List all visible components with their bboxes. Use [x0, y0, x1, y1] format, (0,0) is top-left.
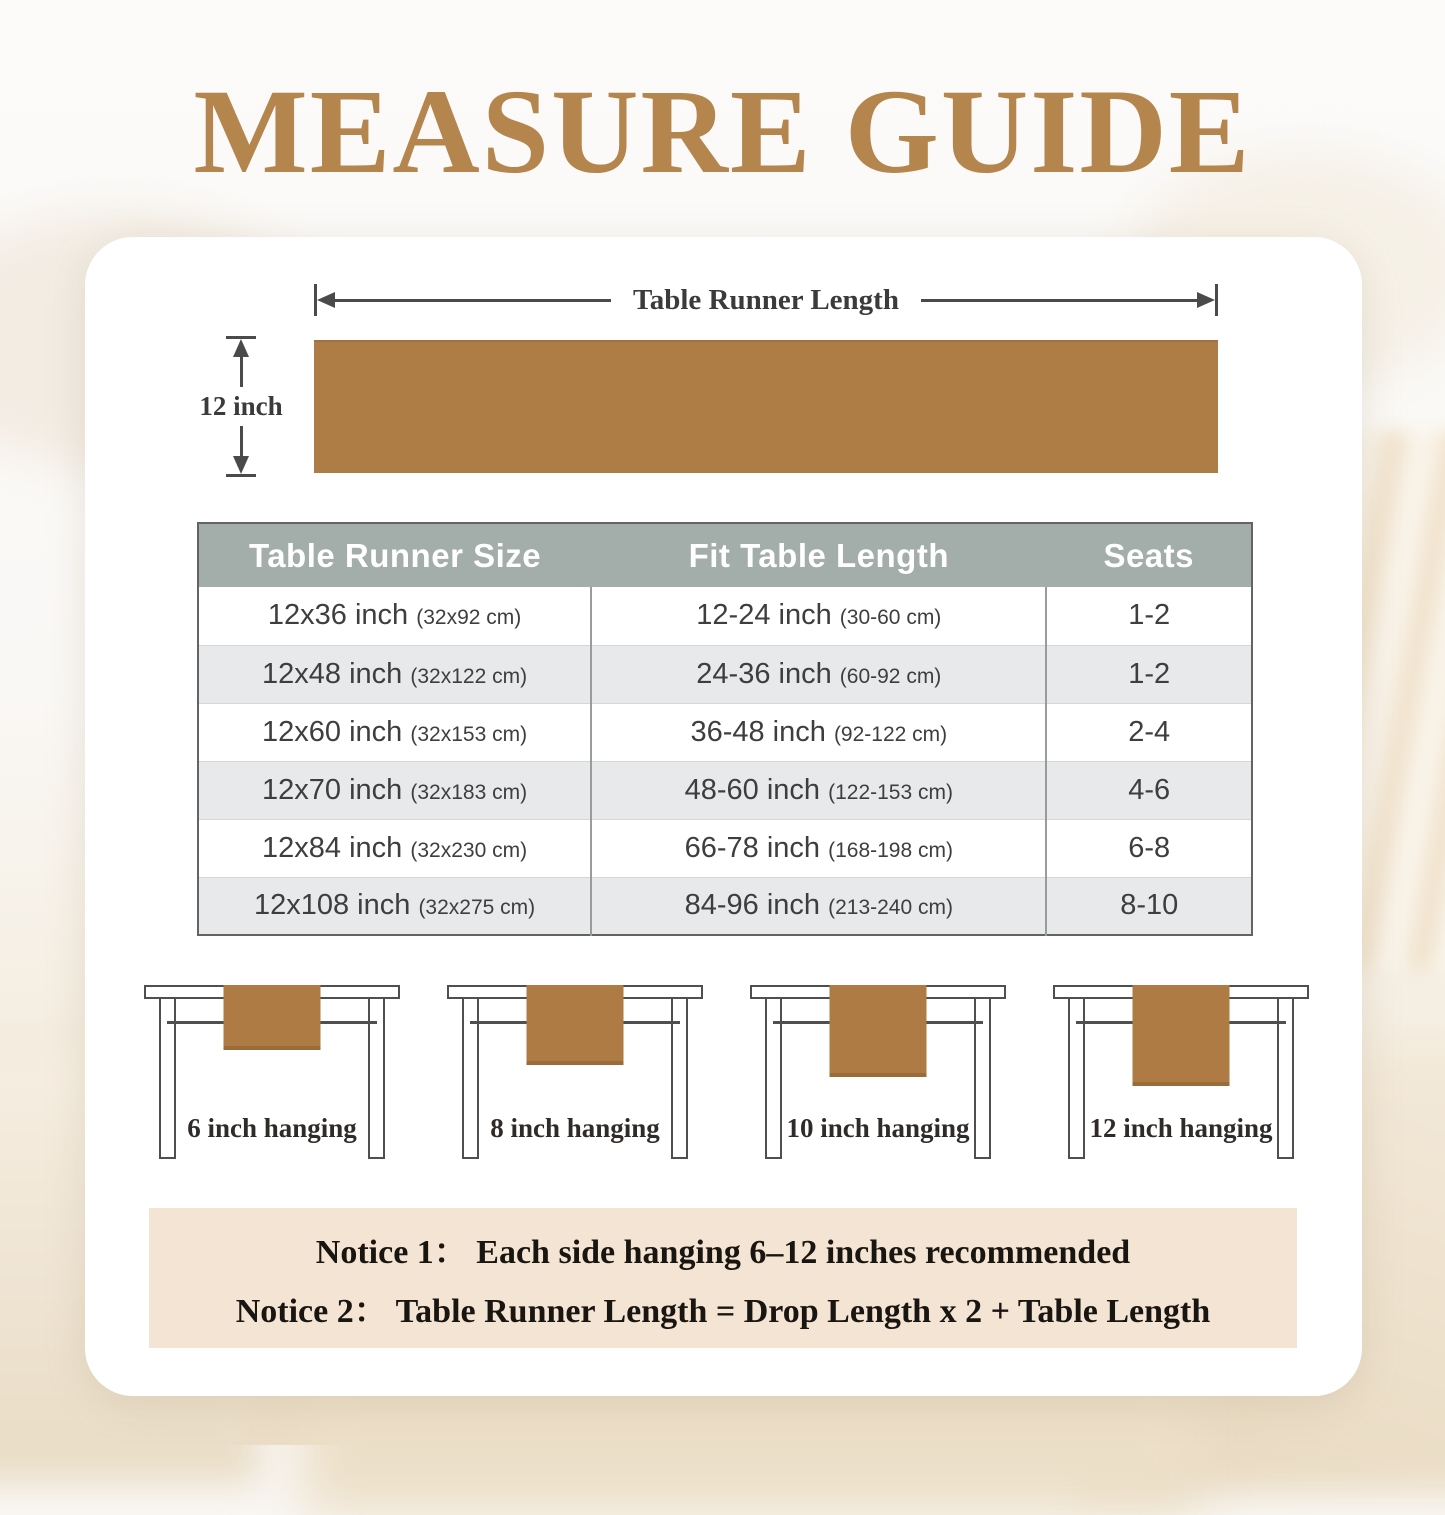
- fit-length: 48-60 inch: [684, 773, 821, 806]
- fit-length-cm: (122-153 cm): [828, 780, 953, 804]
- seats: 1-2: [1046, 587, 1252, 645]
- seats: 8-10: [1046, 877, 1252, 935]
- table-header-row: [198, 523, 1252, 587]
- fit-length: 66-78 inch: [684, 831, 821, 864]
- arrowhead-up-icon: [233, 339, 249, 357]
- runner-drop: [1133, 985, 1230, 1086]
- fit-length-cm: (30-60 cm): [839, 606, 942, 630]
- arrow-end-tick: [1215, 284, 1218, 316]
- arrow-line: [240, 426, 243, 456]
- table-row: [198, 819, 1252, 877]
- length-dimension-arrow: [314, 283, 1218, 317]
- hanging-illustration-8in: [447, 985, 703, 1167]
- table-row: [198, 761, 1252, 819]
- runner-size-cm: (32x275 cm): [418, 896, 536, 920]
- measure-guide-card: [85, 237, 1362, 1396]
- seats: 6-8: [1046, 819, 1252, 877]
- runner-drop: [527, 985, 624, 1065]
- hanging-illustration-10in: [750, 985, 1006, 1167]
- runner-drop: [830, 985, 927, 1077]
- fit-length-cm: (168-198 cm): [828, 838, 953, 862]
- seats: 2-4: [1046, 703, 1252, 761]
- hanging-label: 10 inch hanging: [786, 1113, 970, 1143]
- table-row: [198, 703, 1252, 761]
- hanging-label: 8 inch hanging: [490, 1113, 660, 1143]
- width-label: 12 inch: [199, 391, 283, 421]
- runner-size-cm: (32x230 cm): [410, 838, 528, 862]
- notice-line-2: Notice 2： Table Runner Length = Drop Length x 2 + Table Length: [235, 1293, 1211, 1330]
- runner-size: 12x84 inch: [262, 831, 403, 864]
- hanging-label: 12 inch hanging: [1089, 1113, 1273, 1143]
- col-header-seats: Seats: [1046, 523, 1252, 587]
- table-row: [198, 877, 1252, 935]
- runner-size-cm: (32x122 cm): [410, 664, 528, 688]
- fit-length: 12-24 inch: [696, 599, 832, 632]
- fit-length: 36-48 inch: [690, 715, 826, 748]
- runner-size: 12x48 inch: [262, 657, 403, 690]
- notice-line-1: Notice 1： Each side hanging 6–12 inches recommended: [315, 1234, 1131, 1271]
- arrowhead-left-icon: [317, 292, 335, 308]
- runner-size: 12x70 inch: [262, 773, 403, 806]
- table-row: [198, 587, 1252, 645]
- arrowhead-right-icon: [1197, 292, 1215, 308]
- notice-box: [149, 1208, 1297, 1348]
- length-label: Table Runner Length: [633, 283, 899, 316]
- arrow-line: [335, 299, 611, 302]
- col-header-fit: Fit Table Length: [591, 523, 1046, 587]
- hanging-label: 6 inch hanging: [187, 1113, 357, 1143]
- page-title: MEASURE GUIDE: [193, 65, 1252, 199]
- table-runner-swatch: [314, 340, 1218, 473]
- width-dimension-arrow: [184, 336, 298, 477]
- runner-size-cm: (32x183 cm): [410, 780, 528, 804]
- runner-size-cm: (32x153 cm): [410, 722, 528, 746]
- seats: 4-6: [1046, 761, 1252, 819]
- runner-size-cm: (32x92 cm): [416, 606, 522, 630]
- arrow-line: [921, 299, 1197, 302]
- runner-size: 12x108 inch: [253, 889, 411, 922]
- col-header-size: Table Runner Size: [198, 523, 591, 587]
- runner-size: 12x60 inch: [262, 715, 403, 748]
- fit-length: 24-36 inch: [696, 657, 832, 690]
- seats: 1-2: [1046, 645, 1252, 703]
- fit-length-cm: (213-240 cm): [828, 896, 953, 920]
- fit-length-cm: (60-92 cm): [839, 664, 942, 688]
- table-row: [198, 645, 1252, 703]
- fit-length-cm: (92-122 cm): [833, 722, 948, 746]
- runner-size: 12x36 inch: [267, 599, 409, 632]
- arrowhead-down-icon: [233, 456, 249, 474]
- hanging-illustration-12in: [1053, 985, 1309, 1167]
- arrow-line: [240, 357, 243, 387]
- arrow-end-tick: [226, 474, 256, 477]
- runner-drop: [224, 985, 321, 1050]
- hanging-illustration-6in: [144, 985, 400, 1167]
- fit-length: 84-96 inch: [684, 889, 821, 922]
- size-table: [197, 522, 1253, 936]
